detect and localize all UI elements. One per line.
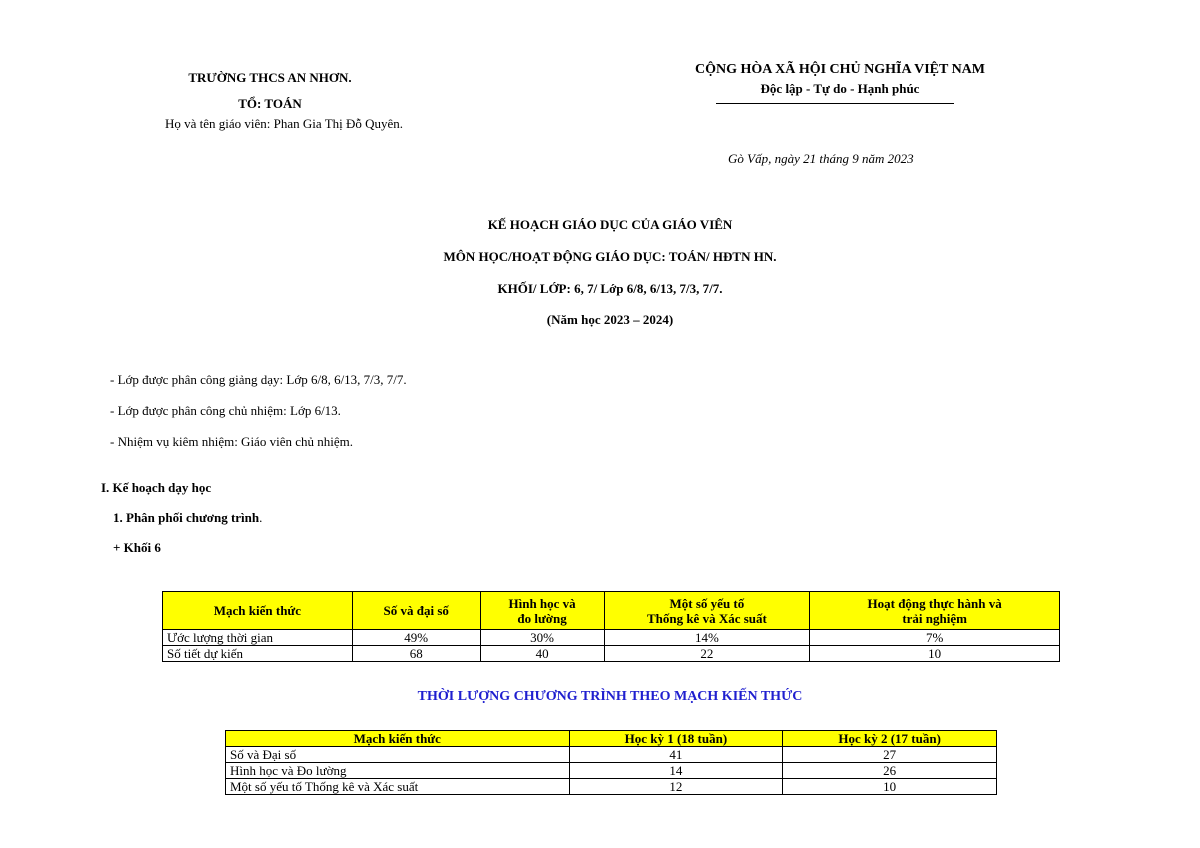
table-cell: Một số yếu tố Thống kê và Xác suất — [226, 779, 570, 795]
header-number-algebra: Số và đại số — [352, 592, 480, 630]
grade-title: KHỐI/ LỚP: 6, 7/ Lớp 6/8, 6/13, 7/3, 7/7. — [497, 281, 723, 296]
nation-title: CỘNG HÒA XÃ HỘI CHỦ NGHĨA VIỆT NAM — [694, 62, 985, 77]
subsection-heading — [113, 510, 262, 526]
grade-heading: + Khối 6 — [113, 540, 161, 555]
subsection-label: 1. Phân phối chương trình — [113, 510, 260, 525]
national-motto: Độc lập - Tự do - Hạnh phúc — [760, 81, 920, 96]
table-row — [163, 630, 1060, 646]
header-practice — [810, 592, 1060, 630]
extra-duty: - Nhiệm vụ kiêm nhiệm: Giáo viên chủ nhiệm. — [110, 434, 353, 449]
header-semester-2: Học kỳ 2 (17 tuần) — [783, 731, 997, 747]
plan-title: KẾ HOẠCH GIÁO DỤC CỦA GIÁO VIÊN — [487, 217, 733, 232]
header-practice-line2: trải nghiệm — [902, 610, 967, 626]
table-cell: Hình học và Đo lường — [226, 763, 570, 779]
school-name: TRƯỜNG THCS AN NHƠN. — [188, 70, 352, 85]
header-semester-1: Học kỳ 1 (18 tuần) — [569, 731, 783, 747]
header-knowledge-strand: Mạch kiến thức — [163, 592, 353, 630]
table-cell: 14 — [569, 763, 783, 779]
section-heading: I. Kế hoạch dạy học — [101, 480, 212, 495]
subject-title: MÔN HỌC/HOẠT ĐỘNG GIÁO DỤC: TOÁN/ HĐTN HN. — [443, 249, 777, 264]
table-cell: 41 — [569, 747, 783, 763]
header-statistics-line1: Một số yếu tố — [669, 595, 745, 611]
table-cell: Ước lượng thời gian — [163, 630, 353, 646]
homeroom-class: - Lớp được phân công chủ nhiệm: Lớp 6/13. — [110, 403, 341, 418]
table-cell: Số tiết dự kiến — [163, 646, 353, 662]
duration-table-title: THỜI LƯỢNG CHƯƠNG TRÌNH THEO MẠCH KIẾN THỨC — [417, 689, 803, 704]
table-cell: 10 — [810, 646, 1060, 662]
table-row — [163, 646, 1060, 662]
table-cell: 30% — [480, 630, 604, 646]
assigned-classes: - Lớp được phân công giảng dạy: Lớp 6/8, 6/13, 7/3, 7/7. — [110, 372, 407, 387]
table-cell: 12 — [569, 779, 783, 795]
table-cell: 49% — [352, 630, 480, 646]
header-statistics-line2: Thống kê và Xác suất — [646, 610, 767, 626]
department: TỔ: TOÁN — [238, 96, 302, 111]
table-cell: 14% — [604, 630, 810, 646]
teacher-name: Họ và tên giáo viên: Phan Gia Thị Đỗ Quyên. — [165, 116, 404, 131]
table-header-row — [163, 592, 1060, 630]
header-geometry — [480, 592, 604, 630]
subsection-dot: . — [259, 510, 263, 525]
motto-underline — [716, 103, 954, 104]
table-cell: 7% — [810, 630, 1060, 646]
table-row — [226, 747, 997, 763]
table-cell: 22 — [604, 646, 810, 662]
header-geometry-line1: Hình học và — [508, 595, 576, 611]
table-cell: Số và Đại số — [226, 747, 570, 763]
header-geometry-line2: đo lường — [517, 610, 567, 626]
duration-table — [225, 730, 997, 795]
table-header-row — [226, 731, 997, 747]
table-cell: 27 — [783, 747, 997, 763]
table-cell: 68 — [352, 646, 480, 662]
header-statistics — [604, 592, 810, 630]
header-practice-line1: Hoạt động thực hành và — [867, 595, 1002, 611]
header-knowledge-strand: Mạch kiến thức — [226, 731, 570, 747]
table-row — [226, 763, 997, 779]
document-date: Gò Vấp, ngày 21 tháng 9 năm 2023 — [728, 151, 914, 166]
curriculum-ratio-table — [162, 591, 1060, 662]
table-cell: 10 — [783, 779, 997, 795]
table-cell: 40 — [480, 646, 604, 662]
table-row — [226, 779, 997, 795]
school-year: (Năm học 2023 – 2024) — [546, 312, 674, 327]
table-cell: 26 — [783, 763, 997, 779]
